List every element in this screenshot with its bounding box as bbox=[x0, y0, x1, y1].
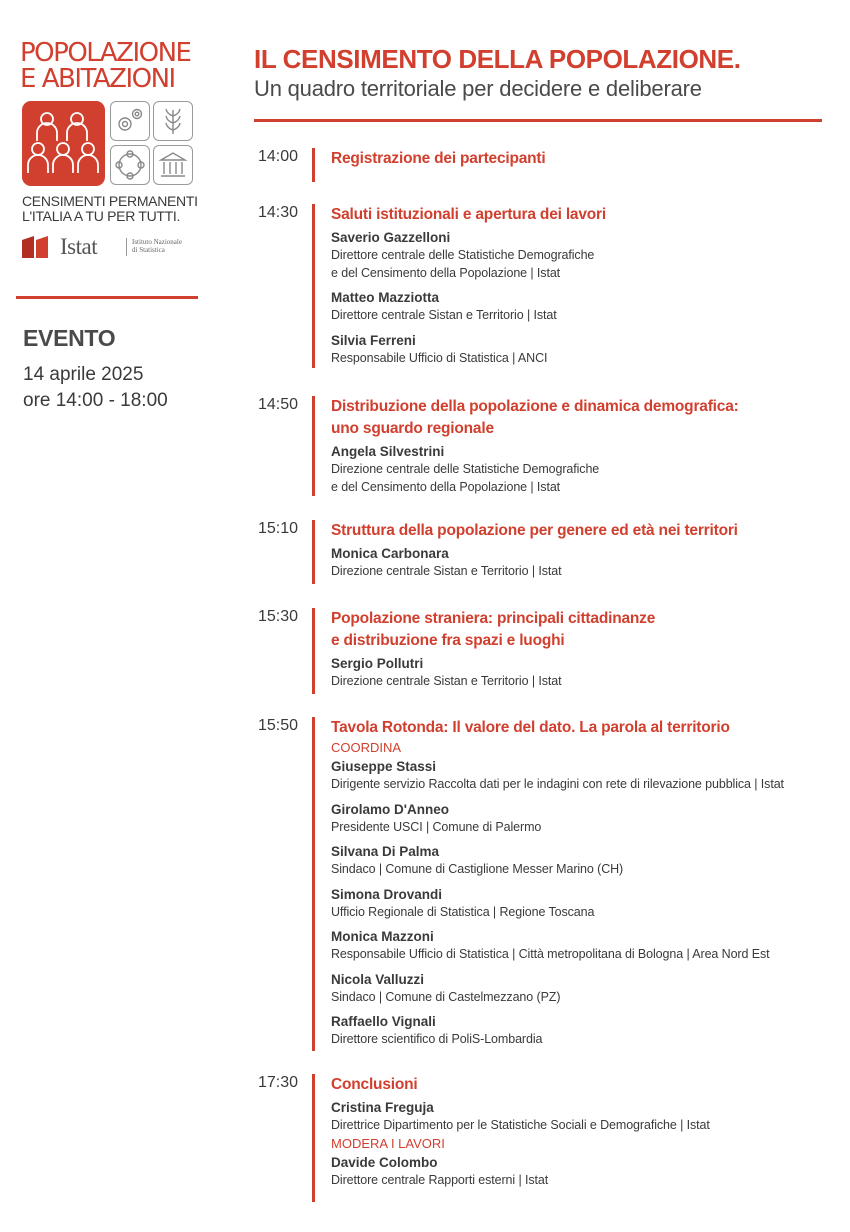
speaker-name: Davide Colombo bbox=[331, 1154, 438, 1170]
istat-subtitle-line2: di Statistica bbox=[132, 246, 165, 254]
agenda-content bbox=[331, 396, 831, 496]
agenda-title: uno sguardo regionale bbox=[331, 420, 494, 437]
speaker-role: Dirigente servizio Raccolta dati per le indagini con rete di rilevazione pubblica | Istat bbox=[331, 777, 784, 791]
agenda-bar bbox=[312, 717, 315, 1051]
speaker-role: Direttore centrale delle Statistiche Demografiche bbox=[331, 248, 595, 262]
speaker-name: Girolamo D'Anneo bbox=[331, 801, 449, 817]
event-date: 14 aprile 2025 bbox=[23, 364, 144, 385]
tagline-line2: L'ITALIA A TU PER TUTTI. bbox=[22, 208, 181, 224]
page-subtitle: Un quadro territoriale per decidere e deliberare bbox=[254, 76, 702, 101]
gears-icon bbox=[110, 101, 150, 141]
istat-subtitle bbox=[132, 238, 182, 254]
speaker-name: Monica Mazzoni bbox=[331, 929, 434, 944]
brand-title bbox=[20, 40, 190, 92]
speaker-name: Silvia Ferreni bbox=[331, 332, 416, 348]
speaker-role: e del Censimento della Popolazione | Istat bbox=[331, 265, 561, 280]
speaker-name: Simona Drovandi bbox=[331, 886, 443, 902]
speaker-name: Monica Carbonara bbox=[331, 546, 449, 561]
speaker-role: Presidente USCI | Comune di Palermo bbox=[331, 819, 542, 834]
tagline-line1: CENSIMENTI PERMANENTI bbox=[22, 193, 198, 209]
agenda-bar bbox=[312, 396, 315, 496]
speaker-role: Ufficio Regionale di Statistica | Regione Toscana bbox=[331, 904, 595, 919]
brand-title-line1: POPOLAZIONE bbox=[20, 38, 191, 68]
speaker-role: Responsabile Ufficio di Statistica | ANCI bbox=[331, 350, 548, 365]
speaker-name: Nicola Valluzzi bbox=[331, 971, 425, 987]
speaker-role: Sindaco | Comune di Castelmezzano (PZ) bbox=[331, 989, 561, 1004]
speaker-role: Sindaco | Comune di Castiglione Messer Marino (CH) bbox=[331, 862, 624, 876]
speaker-role: Direzione centrale Sistan e Territorio | Istat bbox=[331, 564, 562, 578]
agenda-time: 17:30 bbox=[257, 1074, 298, 1091]
speaker-name: Cristina Freguja bbox=[331, 1100, 434, 1115]
agenda-content bbox=[331, 608, 831, 691]
network-icon bbox=[110, 145, 150, 185]
speaker-name: Raffaello Vignali bbox=[331, 1014, 436, 1029]
agenda-bar bbox=[312, 148, 315, 182]
speaker-name: Giuseppe Stassi bbox=[331, 759, 437, 774]
speaker-name: Saverio Gazzelloni bbox=[331, 230, 451, 245]
agenda-time: 14:30 bbox=[257, 204, 298, 221]
speaker-name: Silvana Di Palma bbox=[331, 844, 440, 859]
speaker-role: Direzione centrale Sistan e Territorio | Istat bbox=[331, 674, 562, 688]
speaker-role: Direttore centrale Rapporti esterni | Istat bbox=[331, 1172, 549, 1187]
agenda-content bbox=[331, 717, 831, 1049]
istat-wordmark: Istat bbox=[60, 234, 98, 259]
tagline bbox=[22, 194, 198, 224]
speaker-role: Direttore scientifico di PoliS-Lombardia bbox=[331, 1032, 543, 1046]
event-date-block bbox=[23, 362, 168, 414]
brand-title-line2: E ABITAZIONI bbox=[20, 64, 175, 94]
event-hours: ore 14:00 - 18:00 bbox=[23, 390, 168, 411]
institution-icon bbox=[153, 145, 193, 185]
coordina-label: COORDINA bbox=[331, 740, 402, 755]
speaker-role: Direttrice Dipartimento per le Statistiche Sociali e Demografiche | Istat bbox=[331, 1118, 710, 1132]
agenda-time: 15:30 bbox=[257, 608, 298, 625]
agenda-content bbox=[331, 148, 831, 170]
agenda-bar bbox=[312, 520, 315, 584]
agenda-time: 15:50 bbox=[257, 717, 298, 734]
agenda-time: 14:50 bbox=[257, 396, 298, 413]
agenda-title: Struttura della popolazione per genere ed età nei territori bbox=[331, 522, 738, 539]
agenda-title: Distribuzione della popolazione e dinamica demografica: bbox=[331, 398, 739, 415]
istat-mark-icon bbox=[22, 236, 56, 258]
istat-subtitle-line1: Istituto Nazionale bbox=[132, 238, 182, 246]
agenda-title: e distribuzione fra spazi e luoghi bbox=[331, 632, 565, 649]
agenda-bar bbox=[312, 1074, 315, 1202]
agenda-time: 15:10 bbox=[257, 520, 298, 537]
agenda-time: 14:00 bbox=[257, 148, 298, 165]
speaker-name: Sergio Pollutri bbox=[331, 656, 424, 671]
agenda-bar bbox=[312, 608, 315, 694]
agenda-title: Conclusioni bbox=[331, 1076, 418, 1093]
speaker-name: Matteo Mazziotta bbox=[331, 290, 439, 305]
page-title: IL CENSIMENTO DELLA POPOLAZIONE. bbox=[254, 44, 741, 74]
agenda-bar bbox=[312, 204, 315, 368]
agenda-content bbox=[331, 520, 831, 581]
wheat-icon bbox=[153, 101, 193, 141]
speaker-name: Angela Silvestrini bbox=[331, 444, 445, 459]
left-divider bbox=[16, 296, 198, 299]
agenda-title: Registrazione dei partecipanti bbox=[331, 150, 546, 167]
speaker-role: Responsabile Ufficio di Statistica | Città metropolitana di Bologna | Area Nord Est bbox=[331, 947, 770, 961]
istat-separator bbox=[126, 238, 127, 256]
census-icon-grid bbox=[22, 101, 194, 187]
header-divider bbox=[254, 119, 822, 122]
modera-label: MODERA I LAVORI bbox=[331, 1135, 445, 1151]
event-label: EVENTO bbox=[23, 325, 116, 351]
agenda-content bbox=[331, 204, 831, 367]
agenda-title: Saluti istituzionali e apertura dei lavori bbox=[331, 206, 606, 223]
population-icon bbox=[22, 101, 105, 186]
agenda-title: Popolazione straniera: principali cittadinanze bbox=[331, 610, 656, 627]
agenda-content bbox=[331, 1074, 831, 1189]
speaker-role: Direttore centrale Sistan e Territorio | Istat bbox=[331, 308, 557, 322]
speaker-role: Direzione centrale delle Statistiche Demografiche bbox=[331, 462, 600, 476]
speaker-role: e del Censimento della Popolazione | Istat bbox=[331, 479, 561, 494]
istat-logo bbox=[22, 234, 182, 260]
agenda-title: Tavola Rotonda: Il valore del dato. La parola al territorio bbox=[331, 719, 730, 736]
